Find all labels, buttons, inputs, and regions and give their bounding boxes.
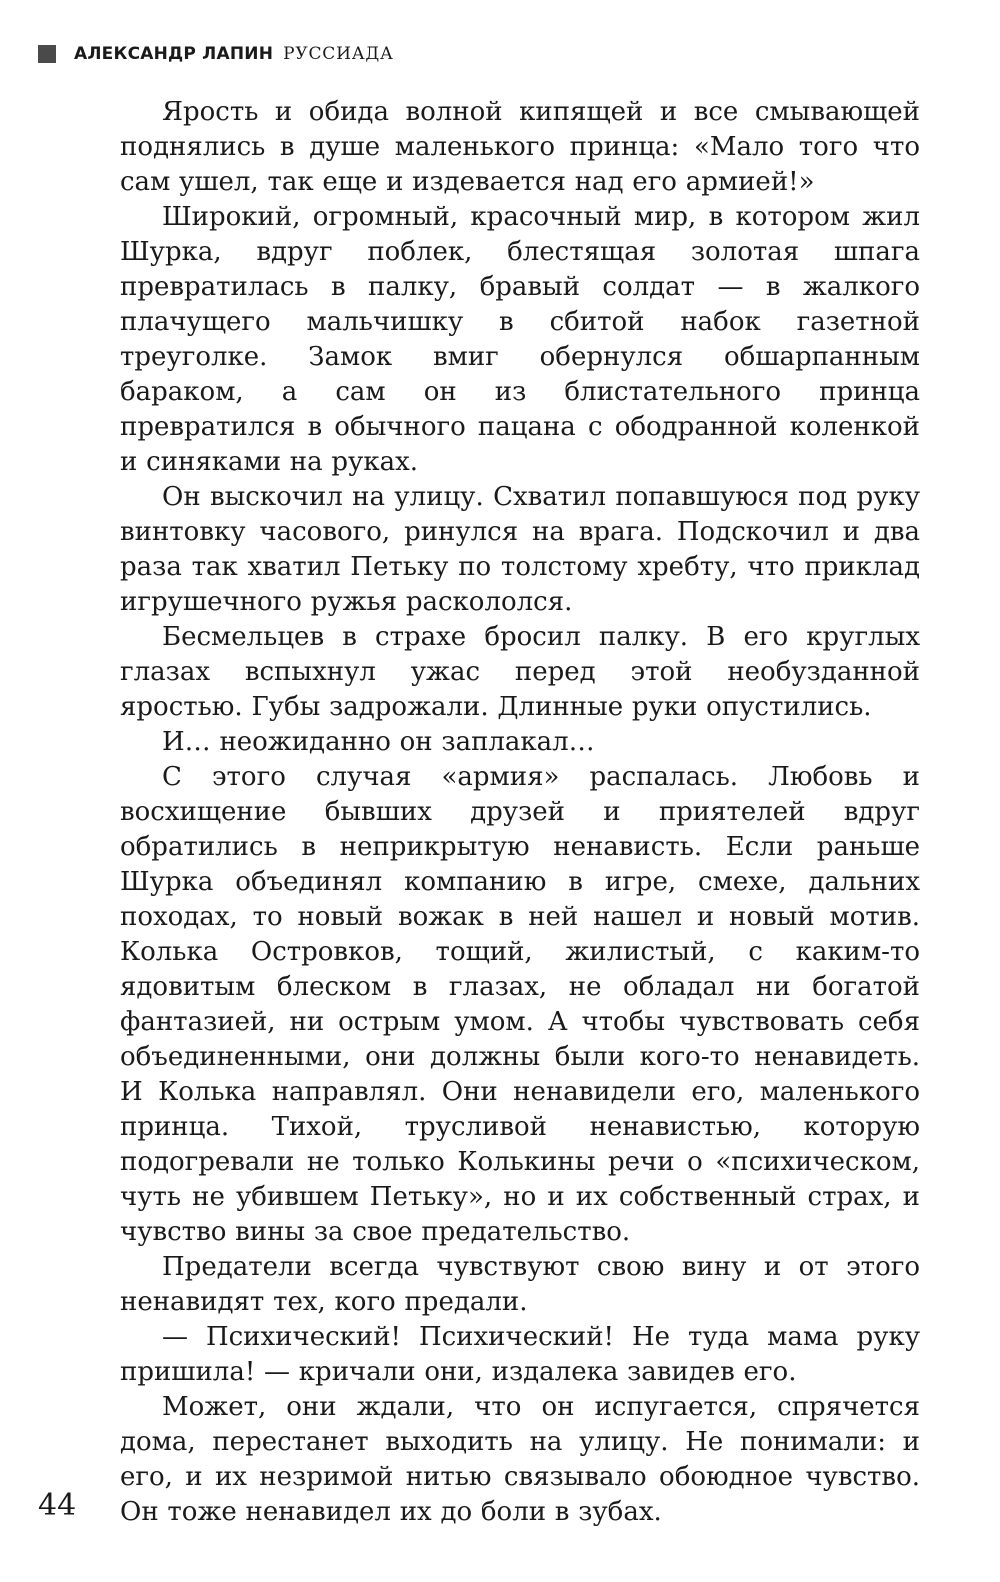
paragraph: Он выскочил на улицу. Схватил попавшуюся под руку винтовку часового, ринулся на врага. Подскочил и два раза так хватил Петьку по толстому хребту, что приклад игрушечного ружья раскололся. [120, 482, 920, 617]
paragraph: Ярость и обида волной кипящей и все смывающей поднялись в душе маленького принца: «Мало того что сам ушел, так еще и издевается над его армией!» [120, 97, 920, 197]
paragraph: Может, они ждали, что он испугается, спрячется дома, перестанет выходить на улицу. Не понимали: и его, и их незримой нитью связывало обоюдное чувство. Он тоже ненавидел их до боли в зубах. [120, 1392, 920, 1527]
body-text [120, 95, 920, 1530]
page-number: 44 [38, 1488, 77, 1523]
paragraph: И… неожиданно он заплакал… [162, 727, 595, 757]
header-book-title: РУССИАДА [283, 44, 394, 64]
header-author: АЛЕКСАНДР ЛАПИН [74, 44, 274, 64]
header-marker-icon [38, 45, 56, 63]
paragraph: Широкий, огромный, красочный мир, в котором жил Шурка, вдруг поблек, блестящая золотая шпага превратилась в палку, бравый солдат — в жалкого плачущего мальчишку в сбитой набок газетной треуголке. Замок вмиг обернулся обшарпанным бараком, а сам он из блистательного принца превратился в обычного пацана с ободранной коленкой и синяками на руках. [120, 202, 920, 477]
paragraph: Предатели всегда чувствуют свою вину и от этого ненавидят тех, кого предали. [120, 1252, 920, 1317]
running-header [38, 42, 394, 66]
paragraph: Бесмельцев в страхе бросил палку. В его круглых глазах вспыхнул ужас перед этой необузданной яростью. Губы задрожали. Длинные руки опустились. [120, 622, 920, 722]
paragraph: С этого случая «армия» распалась. Любовь и восхищение бывших друзей и приятелей вдруг обратились в неприкрытую ненависть. Если раньше Шурка объединял компанию в игре, смехе, дальних походах, то новый вожак в ней нашел и новый мотив. Колька Островков, тощий, жилистый, с каким-то ядовитым блеском в глазах, не обладал ни богатой фантазией, ни острым умом. А чтобы чувствовать себя объединенными, они должны были кого-то ненавидеть. И Колька направлял. Они ненавидели его, маленького принца. Тихой, трусливой ненавистью, которую подогревали не только Колькины речи о «психическом, чуть не убившем Петьку», но и их собственный страх, и чувство вины за свое предательство. [120, 762, 920, 1247]
paragraph: — Психический! Психический! Не туда мама руку пришила! — кричали они, издалека завидев его. [120, 1322, 920, 1387]
